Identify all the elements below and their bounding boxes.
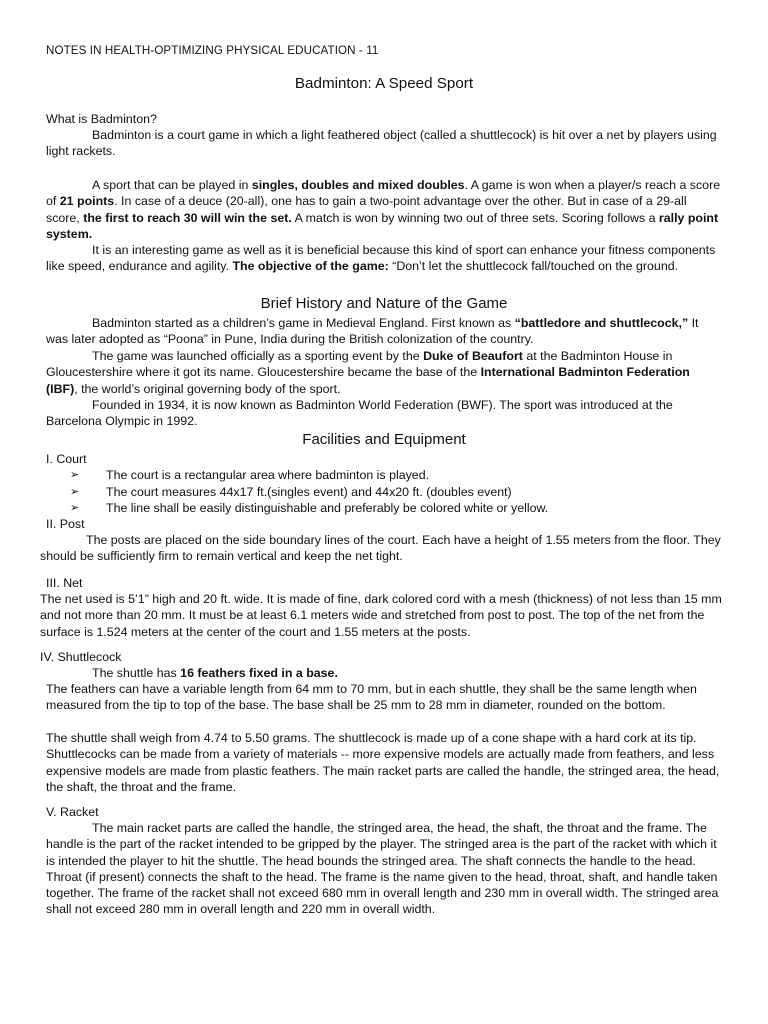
section-heading-facilities: Facilities and Equipment <box>302 431 466 448</box>
paragraph-scoring: A sport that can be played in singles, doubles and mixed doubles. A game is won when a player/s reach a score of 21 points. In case of a deuce (20-all), one has to gain a two-point advantage over the other. But in case of a 29-all score, the first to reach 30 will win the set. A match is won by winning two out of three sets. Scoring follows a rally point system. <box>46 178 721 241</box>
subheading-net: III. Net <box>46 576 83 590</box>
arrow-bullet-icon: ➢ <box>70 469 80 481</box>
list-item: ➢ The court measures 44x17 ft.(singles event) and 44x20 ft. (doubles event) <box>70 485 512 499</box>
arrow-bullet-icon: ➢ <box>70 486 80 498</box>
paragraph-objective: It is an interesting game as well as it is beneficial because this kind of sport can enhance your fitness components like speed, endurance and agility. The objective of the game: “Don’t let the shuttlecock fall/touched on the ground. <box>46 243 716 274</box>
paragraph-racket: The main racket parts are called the handle, the stringed area, the head, the shaft, the throat and the frame. The handle is the part of the racket intended to be gripped by the player. The stringed area is the part of the racket with which it is intended the player to hit the shuttle. The head bounds the stringed area. The shaft connects the handle to the head. Throat (if present) connects the shaft to the head. The frame is the name given to the head, throat, shaft, and handle taken together. The frame of the racket shall not exceed 680 mm in overall length and 230 mm in overall width. The stringed area shall not exceed 280 mm in overall length and 220 mm in overall width. <box>46 821 719 917</box>
paragraph-shuttle-length: The feathers can have a variable length from 64 mm to 70 mm, but in each shuttle, they shall be the same length when measured from the tip to top of the base. The base shall be 25 mm to 28 mm in diameter, rounded on the bottom. <box>46 682 697 713</box>
paragraph-shuttle-feathers: The shuttle has 16 feathers fixed in a base. <box>92 666 338 680</box>
subheading-shuttlecock: IV. Shuttlecock <box>40 650 122 664</box>
paragraph-history-bwf: Founded in 1934, it is now known as Badminton World Federation (BWF). The sport was introduced at the Barcelona Olympic in 1992. <box>46 398 673 429</box>
section-heading-what: What is Badminton? <box>46 112 157 126</box>
paragraph-history-launch: The game was launched officially as a sporting event by the Duke of Beaufort at the Badminton House in Gloucestershire where it got its name. Gloucestershire became the base of the International Badminton Federation (IBF), the world’s original governing body of the sport. <box>46 349 690 396</box>
subheading-court: I. Court <box>46 452 87 466</box>
document-header: NOTES IN HEALTH-OPTIMIZING PHYSICAL EDUCATION - 11 <box>46 44 379 57</box>
paragraph-net: The net used is 5’1” high and 20 ft. wide. It is made of fine, dark colored cord with a mesh (thickness) of not less than 15 mm and not more than 20 mm. It must be at least 6.1 meters wide and stretched from post to post. The top of the net from the surface is 1.524 meters at the center of the court and 1.55 meters at the posts. <box>40 592 722 639</box>
section-heading-history: Brief History and Nature of the Game <box>260 295 508 312</box>
paragraph-definition: Badminton is a court game in which a light feathered object (called a shuttlecock) is hit over a net by players using light rackets. <box>46 128 717 159</box>
subheading-racket: V. Racket <box>46 805 99 819</box>
paragraph-history-origin: Badminton started as a children’s game in Medieval England. First known as “battledore and shuttlecock,” It was later adopted as “Poona” in Pune, India during the British colonization of the country. <box>46 316 699 347</box>
list-item: ➢ The line shall be easily distinguishable and preferably be colored white or yellow. <box>70 501 549 515</box>
list-item: ➢ The court is a rectangular area where badminton is played. <box>70 468 430 482</box>
paragraph-shuttle-weight: The shuttle shall weigh from 4.74 to 5.50 grams. The shuttlecock is made up of a cone shape with a hard cork at its tip. Shuttlecocks can be made from a variety of materials -- more expensive models are actually made from feathers, and less expensive models are made from plastic feathers. The main racket parts are called the handle, the stringed area, the head, the shaft, the throat and the frame. <box>46 731 720 794</box>
paragraph-post: The posts are placed on the side boundary lines of the court. Each have a height of 1.55 meters from the floor. They should be sufficiently firm to remain vertical and keep the net tight. <box>40 533 721 564</box>
page-title: Badminton: A Speed Sport <box>294 75 474 92</box>
arrow-bullet-icon: ➢ <box>70 502 80 514</box>
subheading-post: II. Post <box>46 517 85 531</box>
